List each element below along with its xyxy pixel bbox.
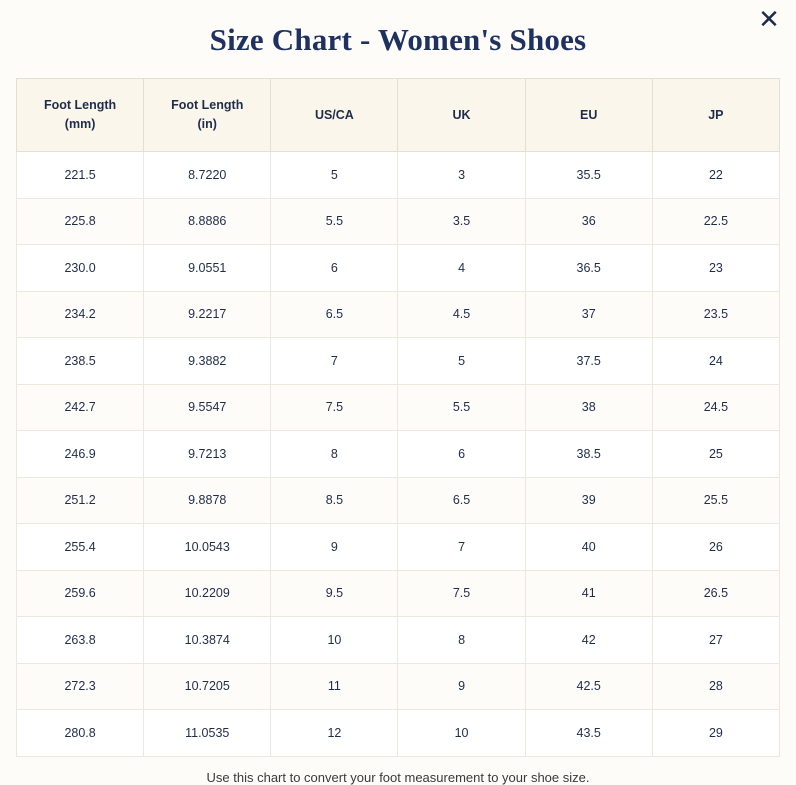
table-cell: 10 — [398, 710, 525, 757]
table-cell: 255.4 — [17, 524, 144, 571]
column-header-line1: Foot Length — [43, 98, 117, 113]
table-cell: 24 — [652, 338, 779, 385]
table-cell: 11.0535 — [144, 710, 271, 757]
table-cell: 41 — [525, 570, 652, 617]
size-chart-table — [16, 78, 780, 757]
table-body — [17, 152, 780, 757]
column-header — [525, 79, 652, 152]
table-cell: 43.5 — [525, 710, 652, 757]
table-row — [17, 291, 780, 338]
table-row — [17, 431, 780, 478]
table-cell: 35.5 — [525, 152, 652, 199]
table-cell: 10.2209 — [144, 570, 271, 617]
table-cell: 221.5 — [17, 152, 144, 199]
table-cell: 6 — [398, 431, 525, 478]
table-row — [17, 570, 780, 617]
table-cell: 8.5 — [271, 477, 398, 524]
table-cell: 10.7205 — [144, 663, 271, 710]
table-cell: 25.5 — [652, 477, 779, 524]
table-cell: 4.5 — [398, 291, 525, 338]
table-cell: 4 — [398, 245, 525, 292]
table-header — [17, 79, 780, 152]
table-cell: 7.5 — [398, 570, 525, 617]
table-cell: 8 — [398, 617, 525, 664]
table-cell: 12 — [271, 710, 398, 757]
table-cell: 9.2217 — [144, 291, 271, 338]
table-cell: 7 — [271, 338, 398, 385]
table-row — [17, 338, 780, 385]
table-row — [17, 384, 780, 431]
table-cell: 259.6 — [17, 570, 144, 617]
table-cell: 8.8886 — [144, 198, 271, 245]
table-cell: 42 — [525, 617, 652, 664]
column-header-line1: EU — [580, 107, 598, 122]
table-cell: 263.8 — [17, 617, 144, 664]
table-cell: 40 — [525, 524, 652, 571]
table-cell: 10.0543 — [144, 524, 271, 571]
column-header — [17, 79, 144, 152]
table-cell: 7 — [398, 524, 525, 571]
table-cell: 29 — [652, 710, 779, 757]
table-cell: 6.5 — [271, 291, 398, 338]
table-cell: 234.2 — [17, 291, 144, 338]
table-cell: 36 — [525, 198, 652, 245]
table-cell: 26 — [652, 524, 779, 571]
table-cell: 5.5 — [398, 384, 525, 431]
table-cell: 272.3 — [17, 663, 144, 710]
table-cell: 37.5 — [525, 338, 652, 385]
table-cell: 246.9 — [17, 431, 144, 478]
table-cell: 9.0551 — [144, 245, 271, 292]
table-cell: 9.8878 — [144, 477, 271, 524]
column-header-line2: (in) — [197, 117, 217, 131]
table-cell: 225.8 — [17, 198, 144, 245]
table-cell: 23 — [652, 245, 779, 292]
table-row — [17, 198, 780, 245]
table-row — [17, 245, 780, 292]
column-header-line2: (mm) — [64, 117, 96, 131]
table-cell: 10 — [271, 617, 398, 664]
table-cell: 37 — [525, 291, 652, 338]
table-cell: 238.5 — [17, 338, 144, 385]
table-cell: 36.5 — [525, 245, 652, 292]
table-cell: 27 — [652, 617, 779, 664]
column-header — [398, 79, 525, 152]
column-header-line1: Foot Length — [171, 98, 244, 113]
page-title: Size Chart - Women's Shoes — [209, 22, 587, 57]
table-cell: 6.5 — [398, 477, 525, 524]
table-cell: 25 — [652, 431, 779, 478]
size-chart-table-container — [0, 78, 796, 757]
table-row — [17, 152, 780, 199]
table-cell: 42.5 — [525, 663, 652, 710]
table-row — [17, 710, 780, 757]
column-header — [271, 79, 398, 152]
table-cell: 38 — [525, 384, 652, 431]
table-cell: 26.5 — [652, 570, 779, 617]
column-header — [144, 79, 271, 152]
table-cell: 8.7220 — [144, 152, 271, 199]
table-cell: 9 — [398, 663, 525, 710]
table-cell: 3.5 — [398, 198, 525, 245]
column-header — [652, 79, 779, 152]
table-cell: 9.3882 — [144, 338, 271, 385]
table-cell: 9 — [271, 524, 398, 571]
column-header-line1: JP — [708, 107, 724, 122]
table-header-row — [17, 79, 780, 152]
table-cell: 28 — [652, 663, 779, 710]
table-cell: 9.7213 — [144, 431, 271, 478]
column-header-line1: US/CA — [314, 107, 354, 122]
table-cell: 9.5 — [271, 570, 398, 617]
table-cell: 24.5 — [652, 384, 779, 431]
table-cell: 251.2 — [17, 477, 144, 524]
table-cell: 7.5 — [271, 384, 398, 431]
table-row — [17, 524, 780, 571]
table-row — [17, 617, 780, 664]
table-row — [17, 477, 780, 524]
table-cell: 22.5 — [652, 198, 779, 245]
table-cell: 5.5 — [271, 198, 398, 245]
table-cell: 9.5547 — [144, 384, 271, 431]
table-cell: 22 — [652, 152, 779, 199]
footnote: Use this chart to convert your foot measurement to your shoe size. — [206, 769, 590, 785]
table-cell: 11 — [271, 663, 398, 710]
table-cell: 38.5 — [525, 431, 652, 478]
column-header-line1: UK — [452, 107, 471, 122]
table-cell: 3 — [398, 152, 525, 199]
table-cell: 280.8 — [17, 710, 144, 757]
table-cell: 230.0 — [17, 245, 144, 292]
table-cell: 23.5 — [652, 291, 779, 338]
table-cell: 242.7 — [17, 384, 144, 431]
table-row — [17, 663, 780, 710]
table-cell: 5 — [398, 338, 525, 385]
table-cell: 5 — [271, 152, 398, 199]
table-cell: 8 — [271, 431, 398, 478]
table-cell: 6 — [271, 245, 398, 292]
table-cell: 39 — [525, 477, 652, 524]
table-cell: 10.3874 — [144, 617, 271, 664]
close-icon[interactable]: ✕ — [752, 2, 786, 36]
